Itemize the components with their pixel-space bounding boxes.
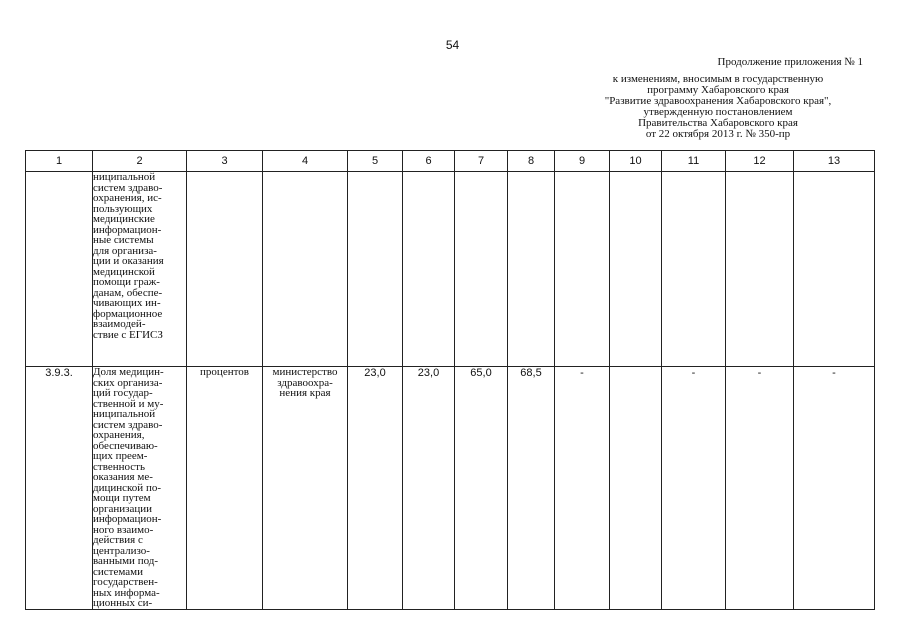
annex-line: к изменениям, вносимым в государственную [612, 73, 824, 85]
unit-cell: процентов [187, 367, 263, 610]
table-cell [794, 172, 875, 367]
annex-line: "Развитие здравоохранения Хабаровского края", [604, 95, 832, 107]
row-number-cell [26, 172, 93, 367]
column-header: 4 [263, 151, 348, 172]
column-header: 10 [610, 151, 662, 172]
indicators-table [25, 150, 875, 610]
responsible-cell: министерство здравоохра- нения края [263, 367, 348, 610]
column-header: 7 [455, 151, 508, 172]
annex-line: Правительства Хабаровского края [638, 117, 798, 129]
table-cell [662, 172, 726, 367]
annex-line: программу Хабаровского края [647, 84, 789, 96]
table-cell [187, 172, 263, 367]
table-cell [508, 172, 555, 367]
column-header: 9 [555, 151, 610, 172]
annex-continuation: Продолжение приложения № 1 [717, 56, 863, 68]
row-number-cell: 3.9.3. [26, 367, 93, 610]
column-header: 2 [93, 151, 187, 172]
column-header: 1 [26, 151, 93, 172]
value-cell: 68,5 [508, 367, 555, 610]
value-cell: 23,0 [348, 367, 403, 610]
column-header: 8 [508, 151, 555, 172]
table-row [26, 367, 875, 610]
table-row [26, 172, 875, 367]
table-cell [610, 172, 662, 367]
value-cell: 23,0 [403, 367, 455, 610]
value-cell [610, 367, 662, 610]
table-cell [263, 172, 348, 367]
table-cell [455, 172, 508, 367]
column-header: 6 [403, 151, 455, 172]
value-cell: - [794, 367, 875, 610]
page-number: 54 [445, 38, 460, 52]
column-header: 13 [794, 151, 875, 172]
annex-line: от 22 октября 2013 г. № 350-пр [645, 128, 791, 140]
column-number-row [26, 151, 875, 172]
table-cell [403, 172, 455, 367]
value-cell: - [555, 367, 610, 610]
table-cell [555, 172, 610, 367]
value-cell: - [726, 367, 794, 610]
value-cell: - [662, 367, 726, 610]
annex-line: утвержденную постановлением [643, 106, 793, 118]
indicator-description: Доля медицин- ских организа- ций государ- ственной и му- ниципальной систем здраво- охранения, обеспечиваю- щих преем- ственность оказания ме- дицинской по- мощи путем организации информацион- ного взаимо- действия с централизо- ванными под- системами государствен- ных информа- ционных си- [93, 367, 187, 610]
indicator-description: ниципальной систем здраво- охранения, ис- пользующих медицинские информацион- ные системы для организа- ции и оказания медицинской помощи граж- данам, обеспе- чивающих ин- формационное взаимодей- ствие с ЕГИСЗ [93, 172, 187, 367]
column-header: 12 [726, 151, 794, 172]
table-cell [726, 172, 794, 367]
column-header: 5 [348, 151, 403, 172]
column-header: 3 [187, 151, 263, 172]
table-cell [348, 172, 403, 367]
column-header: 11 [662, 151, 726, 172]
value-cell: 65,0 [455, 367, 508, 610]
annex-header [573, 57, 863, 140]
